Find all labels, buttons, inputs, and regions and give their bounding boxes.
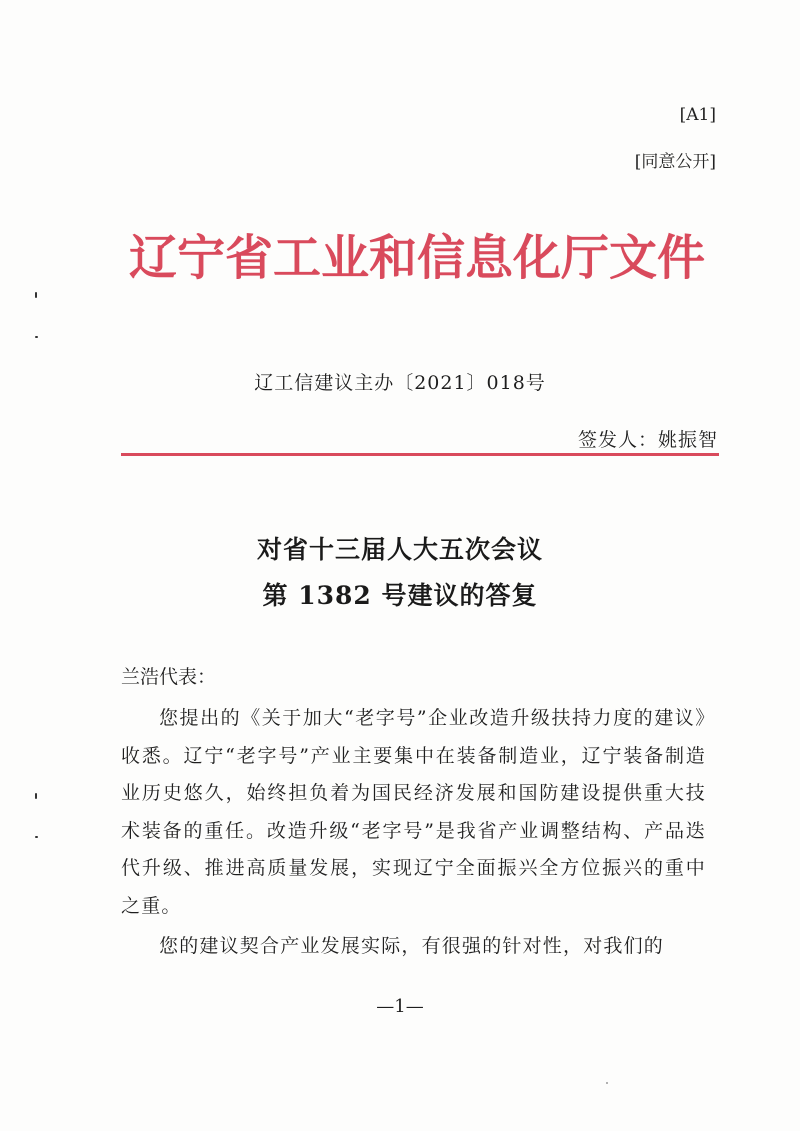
document-number: 辽工信建议主办〔2021〕018号 [254,372,546,394]
paragraph: 您的建议契合产业发展实际，有很强的针对性，对我们的 [159,935,665,957]
scan-speck [35,336,38,338]
page-number: —1— [376,996,424,1017]
disclosure-tag: [同意公开] [634,152,716,172]
document-title-line-1: 对省十三届人大五次会议 [256,535,543,564]
paragraph: 您提出的《关于加大“老字号”企业改造升级扶持力度的建议》收悉。辽宁“老字号”产业主要集中在装备制造业，辽宁装备制造业历史悠久，始终担负着为国民经济发展和国防建设提供重大技术装备的重任。改造升级“老字号”是我省产业调整结构、产品迭代升级、推进高质量发展，实现辽宁全面振兴全方位振兴的重中之重。 [121,707,706,917]
scan-speck [35,793,37,799]
scan-speck [35,292,37,298]
signer-line: 签发人：姚振智 [577,429,718,451]
scan-speck [35,836,38,838]
red-divider [121,453,719,456]
salutation: 兰浩代表： [121,666,217,688]
scan-speck [606,1082,608,1084]
document-title-line-2: 第 1382 号建议的答复 [262,581,538,610]
body-text [121,700,706,966]
issuer-header: 辽宁省工业和信息化厅文件 [128,230,705,286]
classification-tag: [A1] [679,105,716,125]
